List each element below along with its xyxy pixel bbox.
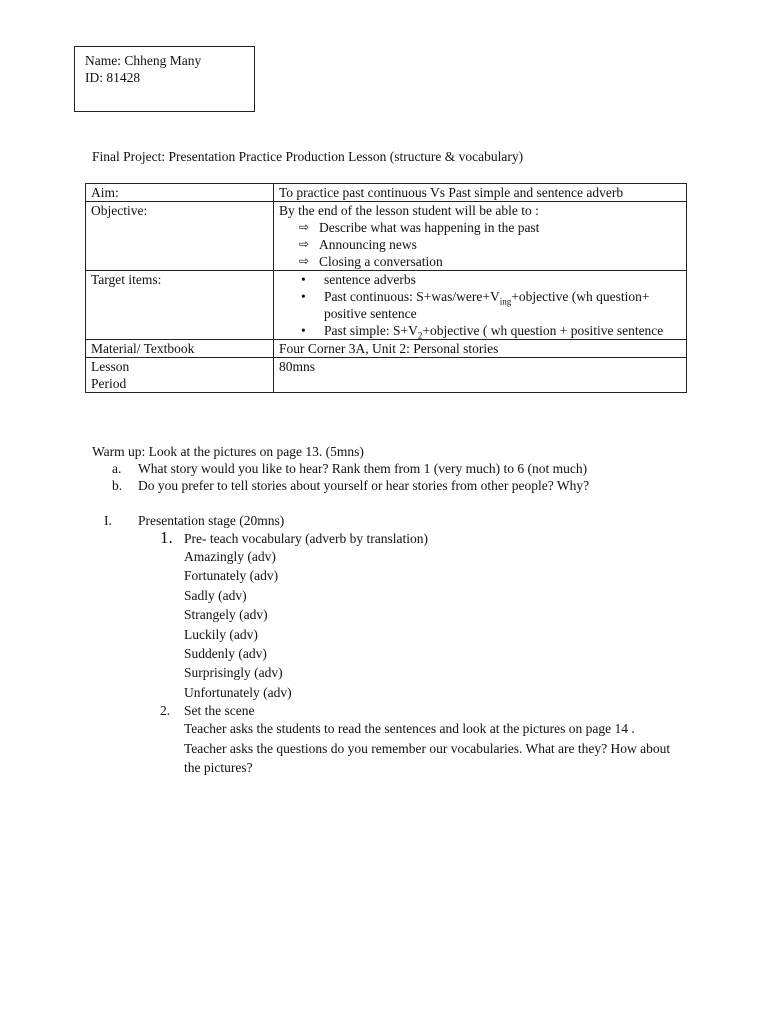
- material-row: [86, 340, 687, 358]
- step-pre-teach: [160, 530, 680, 702]
- bullet-icon: •: [301, 323, 306, 338]
- list-item: b. Do you prefer to tell stories about yourself or hear stories from other people? Why?: [112, 478, 590, 493]
- objective-row: [86, 202, 687, 271]
- aim-label: Aim:: [86, 184, 274, 202]
- arrow-right-icon: ⇨: [299, 254, 310, 268]
- list-item: Strangely (adv): [184, 607, 268, 623]
- student-info-box: [74, 46, 255, 112]
- target-label: Target items:: [86, 271, 274, 340]
- objective-cell: [274, 202, 687, 271]
- student-id: ID: 81428: [85, 70, 141, 85]
- section-number: I.: [104, 513, 112, 528]
- student-name: Name: Chheng Many: [85, 53, 202, 68]
- list-item: ⇨ Describe what was happening in the past: [299, 220, 540, 235]
- period-label: Lesson Period: [86, 358, 274, 393]
- material-label: Material/ Textbook: [86, 340, 274, 358]
- material-text: Four Corner 3A, Unit 2: Personal stories: [274, 340, 687, 358]
- list-item: ⇨ Announcing news: [299, 237, 417, 252]
- aim-text: To practice past continuous Vs Past simple and sentence adverb: [274, 184, 687, 202]
- step-number: 2.: [160, 703, 171, 719]
- period-row: [86, 358, 687, 393]
- list-item: • Past simple: $S+V_2+objective$ ( wh question + positive sentence: [301, 323, 664, 341]
- bullet-icon: •: [301, 272, 306, 287]
- presentation-steps: [160, 530, 680, 778]
- bullet-icon: •: [301, 289, 306, 304]
- list-item: • Past continuous: $S+was/were+V_{ing}+objective$ (wh question+ positive sentence: [301, 289, 650, 321]
- objective-label: Objective:: [86, 202, 274, 271]
- arrow-right-icon: ⇨: [299, 220, 310, 234]
- list-item: Amazingly (adv): [184, 549, 276, 564]
- section-title: Presentation stage (20mns): [138, 513, 285, 528]
- list-item: Surprisingly (adv): [184, 665, 283, 681]
- step-title: Set the scene: [184, 703, 255, 719]
- step-title: Pre- teach vocabulary (adverb by translation): [184, 531, 429, 546]
- list-item: Unfortunately (adv): [184, 684, 292, 700]
- arrow-right-icon: ⇨: [299, 237, 310, 251]
- lesson-plan-table: [85, 183, 687, 393]
- list-item: Luckily (adv): [184, 626, 258, 642]
- list-item: ⇨ Closing a conversation: [299, 254, 443, 269]
- target-list: [279, 271, 681, 339]
- list-item: • sentence adverbs: [301, 272, 416, 287]
- list-item: Fortunately (adv): [184, 568, 279, 584]
- step-description: Teacher asks the students to read the sentences and look at the pictures on page 14 . Teacher asks the questions do you remember our vocabularies. What are they? How about the pictures?: [184, 721, 671, 776]
- aim-row: [86, 184, 687, 202]
- target-cell: [274, 271, 687, 340]
- period-text: 80mns: [274, 358, 687, 393]
- step-set-scene: [160, 702, 680, 778]
- list-item: Sadly (adv): [184, 587, 247, 603]
- step-number: 1.: [160, 528, 173, 547]
- list-item: a. What story would you like to hear? Rank them from 1 (very much) to 6 (not much): [112, 461, 588, 476]
- list-item: Suddenly (adv): [184, 646, 267, 662]
- warmup-section: [92, 443, 692, 494]
- document-title: Final Project: Presentation Practice Production Lesson (structure & vocabulary): [92, 149, 524, 164]
- objective-intro: By the end of the lesson student will be able to :: [279, 203, 539, 218]
- warmup-heading: Warm up: Look at the pictures on page 13. (5mns): [92, 444, 364, 459]
- target-row: [86, 271, 687, 340]
- objective-list: [279, 219, 681, 270]
- vocabulary-list: [184, 547, 680, 702]
